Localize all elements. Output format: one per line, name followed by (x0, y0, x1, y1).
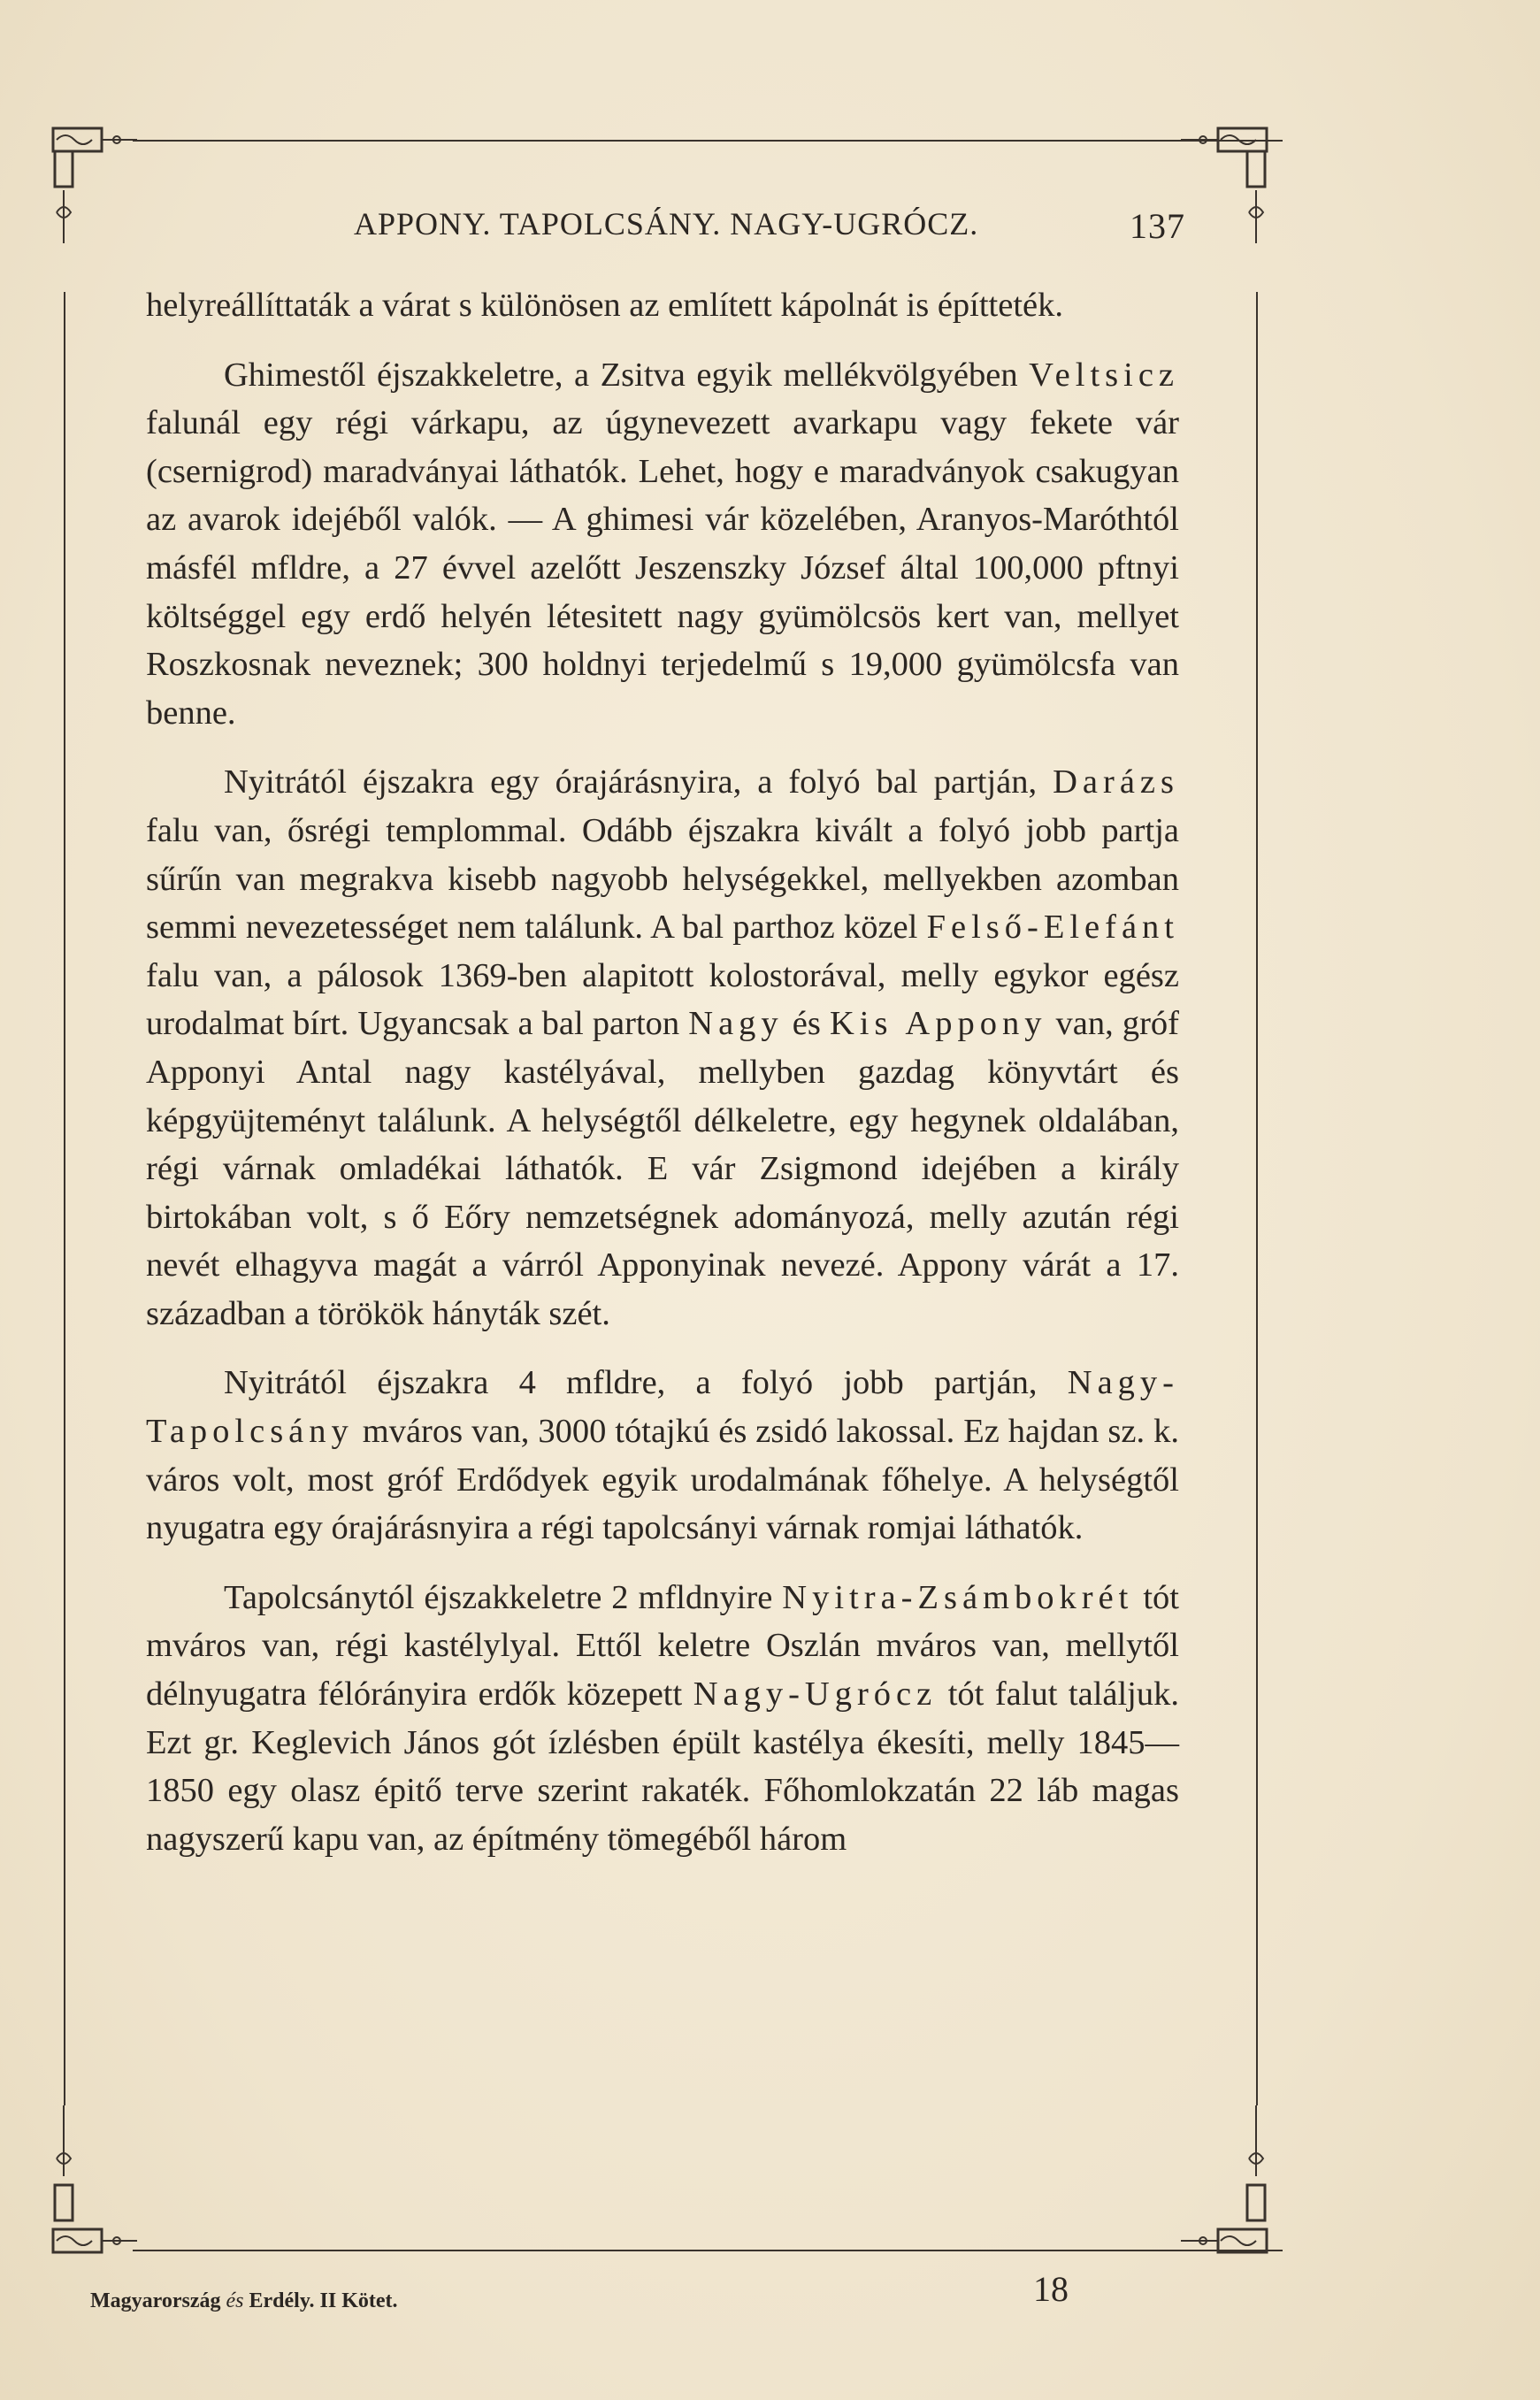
frame-top-rule (133, 140, 1283, 142)
paragraph-3: Nyitrától éjszakra egy órajárásnyira, a folyó bal partján, Darázs falu van, ősrégi templommal. Odább éjszakra kivált a folyó jobb partja sűrűn van megrakva kisebb nagyobb helységekkel, mellyekben azomban semmi nevezetességet nem találunk. A bal parthoz közel Felső-Elefánt falu van, a pálosok 1369-ben alapitott kolostorával, melly egykor egész urodalmat bírt. Ugyancsak a bal parton Nagy és Kis Appony van, gróf Apponyi Antal nagy kastélyával, mellyben gazdag könyvtárt és képgyüjteményt találunk. A helységtől délkeletre, egy hegynek oldalában, régi várnak omladékai láthatók. E vár Zsigmond idejében a király birtokában volt, s ő Eőry nemzetségnek adományozá, melly azután régi nevét elhagyva magát a várról Apponyinak nevezé. Appony várát a 17. században a törökök hányták szét. (146, 763, 1179, 1332)
page-number: 137 (1130, 206, 1185, 246)
place-nagy-tapolcsany: Nagy-Tapolcsány (146, 1364, 1179, 1451)
corner-ornament-bottom-left (46, 2088, 143, 2265)
paragraph-5: Tapolcsánytól éjszakkeletre 2 mfldnyire Nyitra-Zsámbokrét tót mváros van, régi kastélylyal. Ettől keletre Oszlán mváros van, mellytől délnyugatra félórányira erdők közepett Nagy-Ugrócz tót falut találjuk. Ezt gr. Keglevich János gót ízlésben épült kastélya ékesíti, melly 1845—1850 egy olasz épitő terve szerint rakaték. Főhomlokzatán 22 láb magas nagyszerű kapu van, az építmény tömegéből három (146, 1578, 1179, 1858)
place-nagy: Nagy (688, 1005, 784, 1043)
footer-book-title: Magyarország és Erdély. II Kötet. (90, 2289, 398, 2312)
paragraph-2: Ghimestől éjszakkeletre, a Zsitva egyik mellékvölgyében Veltsicz falunál egy régi várkapu, az úgynevezett avarkapu vagy fekete vár (csernigrod) maradványai láthatók. Lehet, hogy e maradványok csakugyan az avarok idejéből valók. — A ghimesi vár közelében, Aranyos-Maróthtól másfél mfldre, a 27 évvel azelőtt Jeszenszky József által 100,000 pftnyi költséggel egy erdő helyén létesitett nagy gyümölcsös kert van, mellyet Roszkosnak neveznek; 300 holdnyi terjedelmű s 19,000 gyümölcsfa van benne. (146, 356, 1179, 732)
body-text (146, 281, 1179, 1863)
running-title: APPONY. TAPOLCSÁNY. NAGY-UGRÓCZ. (354, 206, 979, 242)
paragraph-1: helyreállíttaták a várat s különösen az említett kápolnát is építteték. (146, 287, 1063, 324)
corner-ornament-top-right (1176, 115, 1274, 292)
corner-ornament-bottom-right (1176, 2088, 1274, 2265)
place-nyitra-zsambokret: Nyitra-Zsámbokrét (782, 1578, 1134, 1616)
place-nagy-ugrocz: Nagy-Ugrócz (693, 1675, 938, 1714)
running-head (142, 205, 1185, 249)
paragraph-4: Nyitrától éjszakra 4 mfldre, a folyó jobb partján, Nagy-Tapolcsány mváros van, 3000 tótajkú és zsidó lakossal. Ez hajdan sz. k. város volt, most gróf Erdődyek egyik urodalmának főhelye. A helységtől nyugatra egy órajárásnyira a régi tapolcsányi várnak romjai láthatók. (146, 1364, 1179, 1547)
frame-right-rule (1256, 292, 1258, 2105)
place-felso-elefant: Felső-Elefánt (926, 909, 1179, 947)
footer-signature-number: 18 (1033, 2269, 1069, 2309)
frame-bottom-rule (133, 2250, 1283, 2251)
frame-left-rule (64, 292, 65, 2105)
place-kis-appony: Kis Appony (829, 1005, 1047, 1043)
place-veltsicz: Veltsicz (1029, 356, 1179, 394)
corner-ornament-top-left (46, 115, 143, 292)
place-darazs: Darázs (1053, 763, 1179, 801)
